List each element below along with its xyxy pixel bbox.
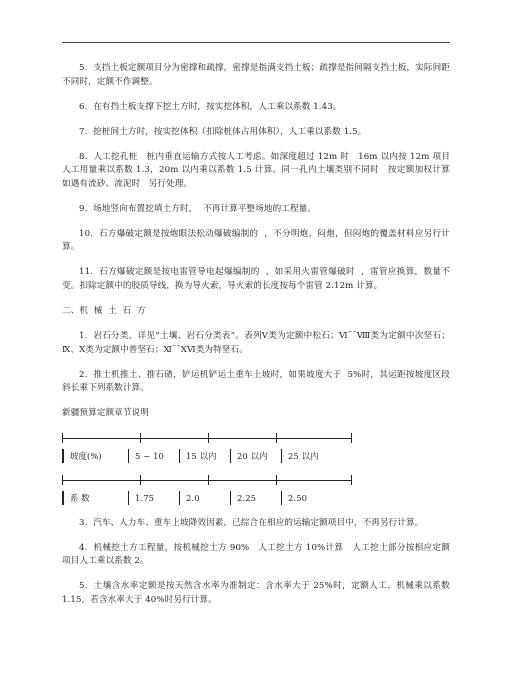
table-mid-rule (62, 475, 352, 485)
machine-paragraph-1: 1. 岩石分类，详见“土壤、岩石分类表”。表列Ⅴ类为定额中松石；Ⅵ¯¯Ⅷ类为定额中次坚石；Ⅸ、Ⅹ类为定额中普坚石；Ⅺ¯¯ⅩⅥ类为特坚石。 (62, 331, 450, 355)
coefficient-cell: 1.75 (128, 491, 179, 505)
paragraph-5: 5. 支挡土板定额项目分为密撑和疏撑，密撑是指满支挡土板；疏撑是指间隔支挡土板，实际间距不同时，定额不作调整。 (62, 63, 450, 87)
coefficient-row (62, 489, 352, 507)
machine-paragraph-5: 5. 土壤含水率定额是按天然含水率为准制定：含水率大于 25%时，定额人工、机械乘以系数 1.15，若含水率大于 40%时另行计算。 (62, 581, 453, 605)
slope-header-row (62, 447, 352, 465)
slope-coefficient-table (62, 433, 352, 507)
slope-header-label: 坡度(%) (62, 449, 128, 463)
paragraph-6: 6. 在有挡土板支撑下挖土方时，按实挖体积，人工乘以系数 1.43。 (79, 101, 342, 112)
coefficient-cell: 2.50 (281, 491, 332, 505)
coefficient-label: 系 数 (62, 491, 128, 505)
slope-range-cell: 25 以内 (281, 449, 332, 463)
paragraph-7: 7. 挖桩间土方时，按实挖体积（扣除桩体占用体积），人工乘以系数 1.5。 (79, 126, 367, 137)
paragraph-11: 11. 石方爆破定额是按电雷管导电起爆编制的 ，如采用火雷管爆破时 ，雷管应换算，数量不变。扣除定额中的胶质导线，换为导火索，导火索的长度按每个雷管 2.12m 计算。 (62, 267, 450, 291)
section-heading-machine-earthwork: 二、机 械 土 石 方 (62, 305, 146, 316)
paragraph-9: 9. 场地竖向布置挖填土方时， 不再计算平整场地的工程量。 (79, 203, 317, 214)
slope-range-cell: 20 以内 (230, 449, 281, 463)
paragraph-10: 10. 石方爆破定额是按炮眼法松动爆破编制的 ，不分明炮、闷炮，但闷炮的覆盖材料应另行计算。 (62, 228, 450, 252)
machine-paragraph-2: 2. 推土机推土、推石碴，铲运机铲运土重车上坡时，如果坡度大于 5%时，其运距按坡度区段斜长乘下列系数计算。 (62, 369, 450, 393)
paragraph-8: 8. 人工挖孔桩 桩内垂直运输方式按人工考虑。如深度超过 12m 时 16m 以内按 12m 项目人工用量乘以系数 1.3，20m 以内乘以系数 1.5 计算。同一孔内土壤类别不同时 按定额加权计算 如遇有流砂、流泥时 另行处理。 (62, 151, 459, 189)
document-body (62, 62, 459, 619)
header-rule (62, 42, 450, 43)
slope-range-cell: 5 ~ 10 (128, 449, 179, 463)
machine-paragraph-4: 4. 机械挖土方工程量，按机械挖土方 90% 人工挖土方 10%计算 人工挖土部分按相应定额项目人工乘以系数 2。 (62, 542, 450, 566)
chapter-subtitle: 新疆预算定额章节说明 (62, 408, 149, 418)
coefficient-cell: 2.0 (179, 491, 230, 505)
coefficient-cell: 2.25 (230, 491, 281, 505)
table-top-rule (62, 433, 352, 443)
machine-paragraph-3: 3. 汽车、人力车、重车上坡降效因素，已综合在相应的运输定额项目中，不再另行计算。 (79, 517, 424, 528)
slope-range-cell: 15 以内 (179, 449, 230, 463)
